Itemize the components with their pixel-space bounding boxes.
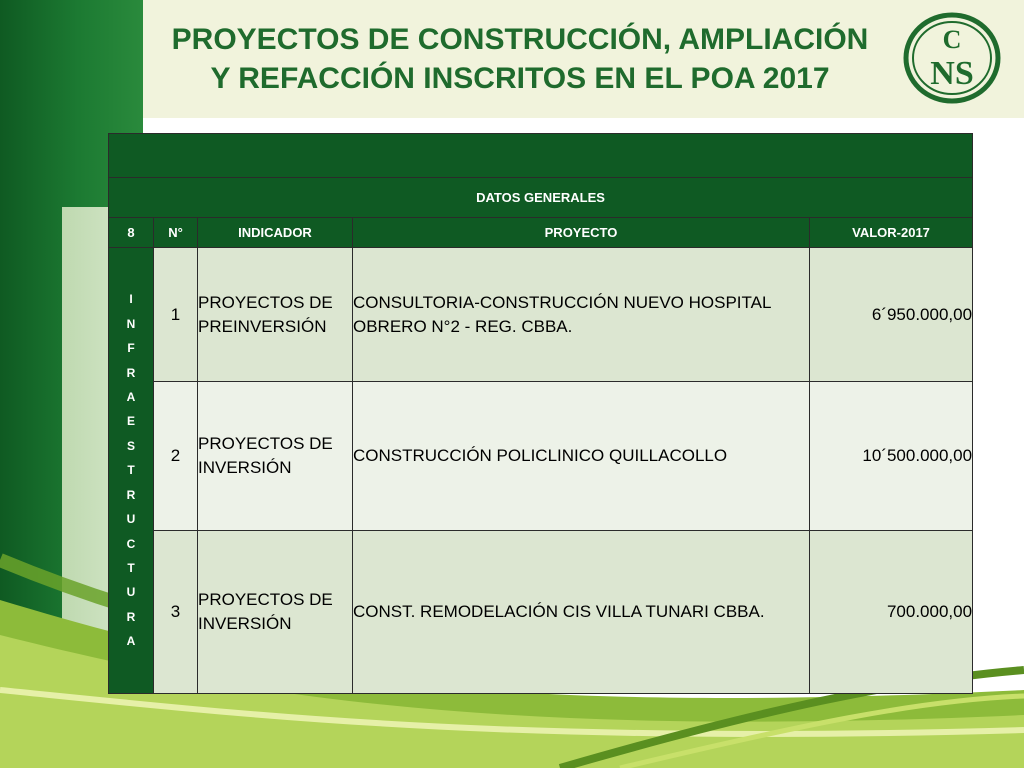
row-indicator xyxy=(198,248,353,382)
indicator-line: PROYECTOS DE xyxy=(198,590,333,609)
col-header-value: VALOR-2017 xyxy=(810,218,973,248)
group-label-letter: R xyxy=(126,365,136,380)
indicator-line: PROYECTOS DE xyxy=(198,434,333,453)
row-number: 1 xyxy=(154,248,198,382)
group-label-letter: U xyxy=(126,585,136,600)
row-value: 700.000,00 xyxy=(810,531,973,694)
project-line: CONST. REMODELACIÓN CIS VILLA TUNARI CBBA. xyxy=(353,602,765,621)
group-label-letter: C xyxy=(126,536,136,551)
row-value: 10´500.000,00 xyxy=(810,382,973,531)
group-label-letter: N xyxy=(126,316,136,331)
group-label-letter: R xyxy=(126,609,136,624)
table-top-header xyxy=(109,134,973,178)
group-label-letter: I xyxy=(129,292,133,307)
indicator-line: INVERSIÓN xyxy=(198,458,292,477)
project-line: CONSULTORIA-CONSTRUCCIÓN NUEVO HOSPITAL xyxy=(353,292,772,312)
svg-text:C: C xyxy=(942,25,962,54)
group-label-letter: E xyxy=(126,414,135,429)
section-header-row xyxy=(109,178,973,218)
row-value: 6´950.000,00 xyxy=(810,248,973,382)
project-line: OBRERO N°2 - REG. CBBA. xyxy=(353,316,573,336)
row-indicator xyxy=(198,531,353,694)
group-label-letter: A xyxy=(126,634,136,649)
group-label-letter: T xyxy=(127,463,135,478)
row-project xyxy=(353,531,810,694)
svg-text:NS: NS xyxy=(930,55,974,92)
indicator-line: PROYECTOS DE xyxy=(198,292,333,312)
table-row xyxy=(109,248,973,382)
col-header-number: N° xyxy=(154,218,198,248)
section-header: DATOS GENERALES xyxy=(109,178,973,218)
col-header-group: 8 xyxy=(109,218,154,248)
row-number: 2 xyxy=(154,382,198,531)
cns-logo xyxy=(903,12,1001,104)
table-row xyxy=(109,382,973,531)
indicator-line: PREINVERSIÓN xyxy=(198,316,327,336)
group-label-letter: U xyxy=(126,512,136,527)
poa-projects-table xyxy=(108,133,973,694)
group-label-letter: A xyxy=(126,390,136,405)
project-line: CONSTRUCCIÓN POLICLINICO QUILLACOLLO xyxy=(353,446,728,465)
row-project xyxy=(353,382,810,531)
row-indicator xyxy=(198,382,353,531)
group-label-letter: F xyxy=(127,341,135,356)
group-label-letter: T xyxy=(127,560,135,575)
group-label-letter: R xyxy=(126,487,136,502)
column-header-row xyxy=(109,218,973,248)
group-label-letter: S xyxy=(126,438,135,453)
title-line-2: Y REFACCIÓN INSCRITOS EN EL POA 2017 xyxy=(210,62,830,95)
row-project xyxy=(353,248,810,382)
table-row xyxy=(109,531,973,694)
indicator-line: INVERSIÓN xyxy=(198,614,292,633)
row-number: 3 xyxy=(154,531,198,694)
page-title xyxy=(150,20,890,98)
col-header-indicator: INDICADOR xyxy=(198,218,353,248)
empty-header-cell xyxy=(109,134,973,178)
col-header-project: PROYECTO xyxy=(353,218,810,248)
title-line-1: PROYECTOS DE CONSTRUCCIÓN, AMPLIACIÓN xyxy=(171,23,869,56)
group-label-infraestructura xyxy=(109,248,154,694)
